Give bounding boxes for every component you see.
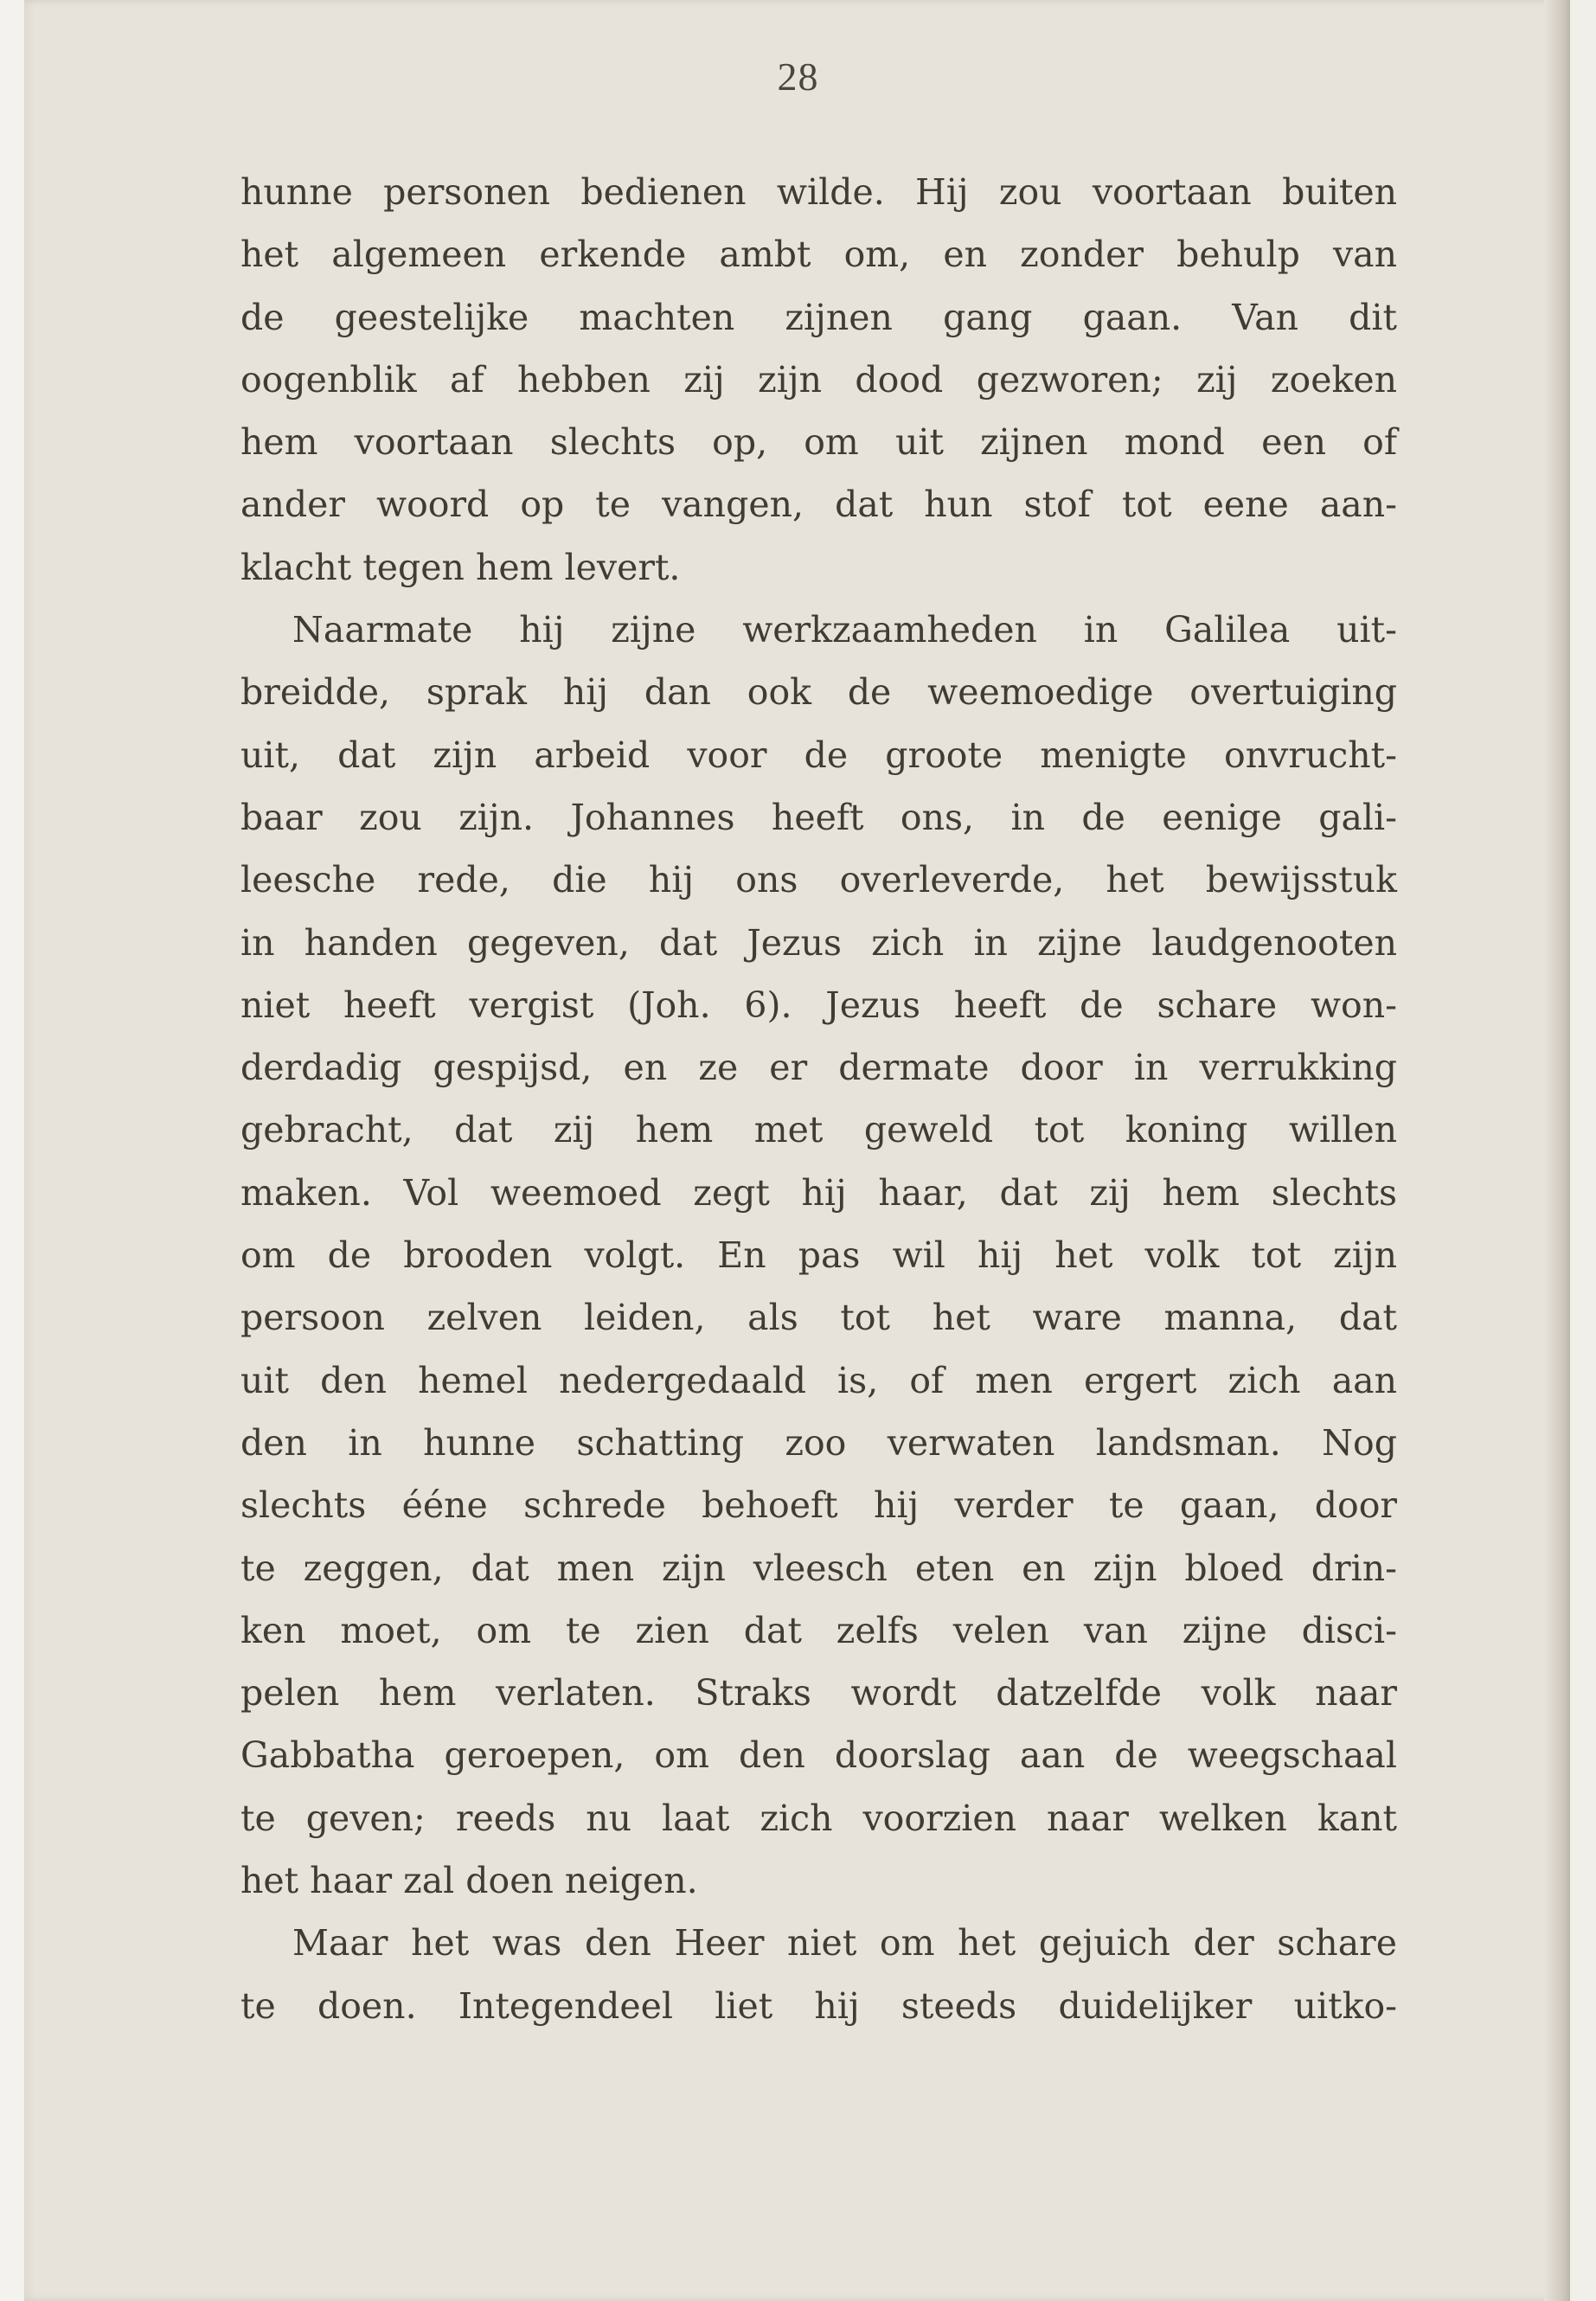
text-line: niet heeft vergist (Joh. 6). Jezus heeft de schare won- <box>240 984 1397 1026</box>
text-line: pelen hem verlaten. Straks wordt datzelfde volk naar <box>240 1672 1397 1715</box>
text-line: ken moet, om te zien dat zelfs velen van zijne disci- <box>240 1609 1397 1651</box>
text-line: maken. Vol weemoed zegt hij haar, dat zij hem slechts <box>240 1171 1397 1214</box>
text-line: klacht tegen hem levert. <box>240 546 681 588</box>
text-line: te geven; reeds nu laat zich voorzien naar welken kant <box>240 1797 1397 1839</box>
text-line: hunne personen bedienen wilde. Hij zou voortaan buiten <box>240 171 1397 213</box>
text-line: derdadig gespijsd, en ze er dermate door in verrukking <box>240 1047 1397 1089</box>
text-line: Naarmate hij zijne werkzaamheden in Galilea uit- <box>292 609 1397 651</box>
text-line: slechts ééne schrede behoeft hij verder te gaan, door <box>240 1484 1397 1527</box>
text-line: het algemeen erkende ambt om, en zonder behulp van <box>240 234 1397 276</box>
text-line: te doen. Integendeel liet hij steeds duidelijker uitko- <box>240 1984 1397 2027</box>
scan-margin <box>0 0 24 2301</box>
text-line: breidde, sprak hij dan ook de weemoedige overtuiging <box>240 671 1397 714</box>
text-line: oogenblik af hebben zij zijn dood gezworen; zij zoeken <box>240 358 1397 401</box>
text-line: uit den hemel nedergedaald is, of men ergert zich aan <box>240 1359 1397 1401</box>
text-line: te zeggen, dat men zijn vleesch eten en zijn bloed drin- <box>240 1547 1397 1589</box>
text-line: ander woord op te vangen, dat hun stof tot eene aan- <box>240 484 1397 526</box>
text-line: hem voortaan slechts op, om uit zijnen mond een of <box>240 421 1397 464</box>
page-number: 28 <box>777 54 819 99</box>
text-line: de geestelijke machten zijnen gang gaan. Van dit <box>240 296 1397 338</box>
text-line: Gabbatha geroepen, om den doorslag aan de weegschaal <box>240 1734 1397 1777</box>
text-line: gebracht, dat zij hem met geweld tot koning willen <box>240 1109 1397 1151</box>
text-line: persoon zelven leiden, als tot het ware manna, dat <box>240 1297 1397 1339</box>
text-line: leesche rede, die hij ons overleverde, het bewijsstuk <box>240 859 1397 901</box>
body-text <box>240 161 1397 2037</box>
text-line: Maar het was den Heer niet om het gejuich der schare <box>292 1922 1397 1965</box>
text-line: het haar zal doen neigen. <box>240 1860 698 1902</box>
text-line: in handen gegeven, dat Jezus zich in zijne laudgenooten <box>240 921 1397 964</box>
page-edge-shadow <box>1544 0 1570 2301</box>
text-line: uit, dat zijn arbeid voor de groote menigte onvrucht- <box>240 734 1397 776</box>
text-line: den in hunne schatting zoo verwaten landsman. Nog <box>240 1421 1397 1464</box>
text-line: om de brooden volgt. En pas wil hij het volk tot zijn <box>240 1234 1397 1277</box>
text-line: baar zou zijn. Johannes heeft ons, in de eenige gali- <box>240 796 1397 838</box>
